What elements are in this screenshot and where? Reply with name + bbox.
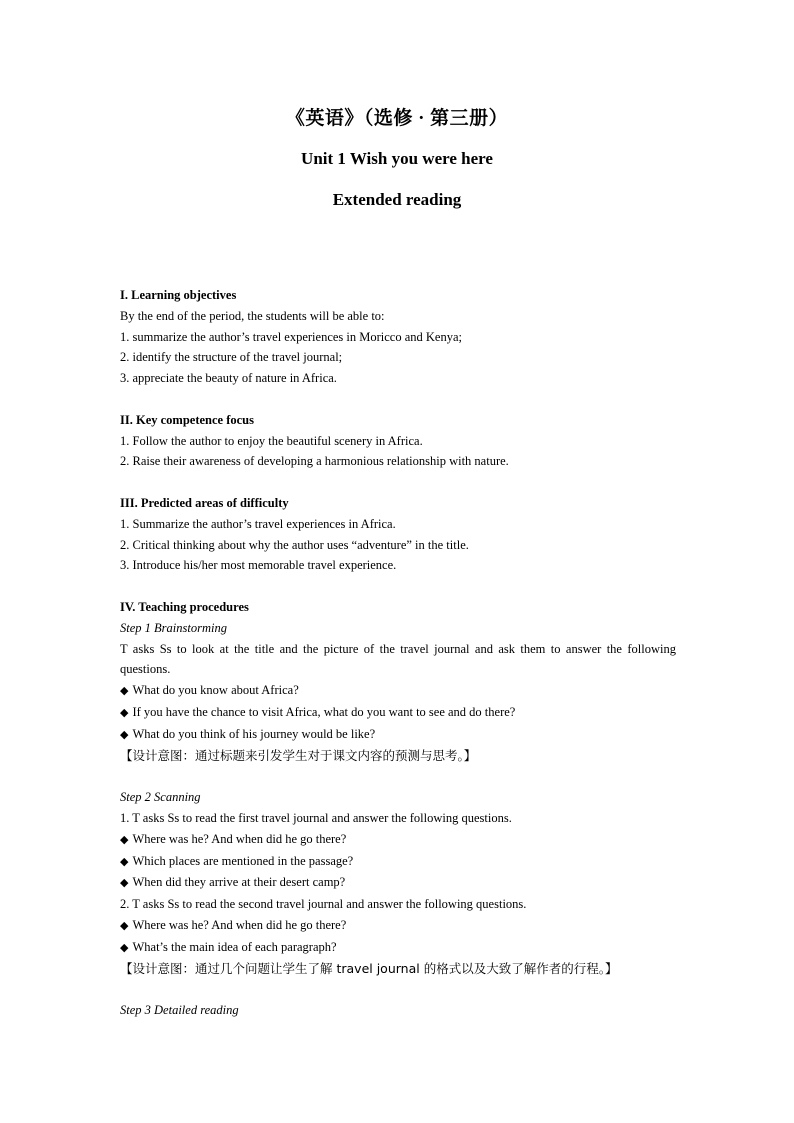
step-1-question: ◆ What do you think of his journey would be like? (120, 724, 676, 746)
objectives-intro: By the end of the period, the students will be able to: (120, 308, 385, 323)
spacer (120, 979, 676, 1000)
difficulty-item: 2. Critical thinking about why the author uses “adventure” in the title. (120, 537, 469, 552)
step-2-question: ◆ Where was he? And when did he go there? (120, 829, 676, 851)
objective-item: 2. identify the structure of the travel journal; (120, 350, 343, 365)
document-body (120, 285, 676, 1021)
book-title: 《英语》（选修 · 第三册） (285, 108, 509, 129)
step-2-question: ◆ What’s the main idea of each paragraph? (120, 937, 676, 959)
objective-item: 1. summarize the author’s travel experiences in Moricco and Kenya; (120, 329, 463, 344)
step-2-task-1: 1. T asks Ss to read the first travel journal and answer the following questions. (120, 810, 512, 825)
step-2-question: ◆ When did they arrive at their desert camp? (120, 872, 676, 894)
step-2-question: ◆ Which places are mentioned in the passage? (120, 851, 676, 873)
step-2-question: ◆ Where was he? And when did he go there? (120, 915, 676, 937)
difficulty-item: 1. Summarize the author’s travel experiences in Africa. (120, 516, 396, 531)
unit-title: Unit 1 Wish you were here (301, 149, 493, 168)
step-3-title: Step 3 Detailed reading (120, 1003, 239, 1018)
objective-item: 3. appreciate the beauty of nature in Africa. (120, 371, 337, 386)
section-heading-procedures: IV. Teaching procedures (120, 599, 249, 614)
step-2-design-intent: 【设计意图：通过几个问题让学生了解 travel journal 的格式以及大致了解作者的行程。】 (120, 960, 618, 976)
step-2-title: Step 2 Scanning (120, 790, 201, 805)
section-heading-difficulty: III. Predicted areas of difficulty (120, 495, 289, 510)
difficulty-item: 3. Introduce his/her most memorable travel experience. (120, 558, 397, 573)
step-1-question: ◆ What do you know about Africa? (120, 680, 676, 702)
lesson-title: Extended reading (332, 190, 462, 209)
spacer (120, 389, 676, 410)
step-1-question: ◆ If you have the chance to visit Africa, what do you want to see and do there? (120, 702, 676, 724)
spacer (120, 576, 676, 597)
section-heading-objectives: I. Learning objectives (120, 288, 237, 302)
competence-item: 2. Raise their awareness of developing a harmonious relationship with nature. (120, 454, 509, 469)
competence-item: 1. Follow the author to enjoy the beautiful scenery in Africa. (120, 433, 423, 448)
step-1-title: Step 1 Brainstorming (120, 620, 227, 635)
spacer (120, 472, 676, 493)
step-1-instruction: T asks Ss to look at the title and the picture of the travel journal and ask them to answer the following questions. (120, 641, 676, 677)
spacer (120, 766, 676, 787)
step-1-design-intent: 【设计意图：通过标题来引发学生对于课文内容的预测与思考。】 (120, 747, 477, 763)
step-2-task-2: 2. T asks Ss to read the second travel journal and answer the following questions. (120, 897, 527, 912)
section-heading-competence: II. Key competence focus (120, 412, 254, 427)
